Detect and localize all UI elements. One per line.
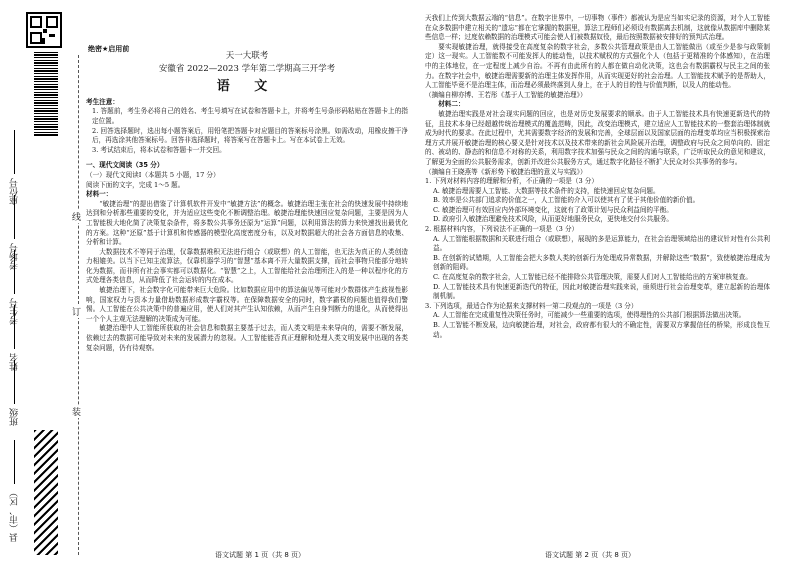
option: A. 人工智能根据数据和关联进行组合（或联想），展现的多是运算能力，在社会治理领域给出的建议针对性有公共利益。: [433, 234, 770, 253]
option: D. 人工智能技术具有快速更新迭代的特征，因此对敏捷治理实践来说，亟须进行社会治理变革，建立起新的治理体制机制。: [433, 282, 770, 301]
question-stem: 1. 下列对材料内容的理解和分析，不正确的一项是（3 分）: [425, 177, 598, 186]
footer-page-2: 语文试题 第 2 页（共 8 页）: [545, 551, 636, 559]
section-title: 一、现代文阅读（35 分）: [86, 161, 164, 170]
instruction: 阅读下面的文字，完成 1～5 题。: [86, 180, 185, 189]
question-2: [425, 225, 770, 302]
option: C. 在高度复杂的数字社会，人工智能已经不能排除公共管理决策，需要人们对人工智能给出的方案审核复查。: [433, 273, 752, 282]
secret-label: 绝密★启用前: [88, 45, 130, 53]
mark-zhuang: 装: [72, 405, 81, 418]
option: B. 效率是公共部门追求的价值之一，人工智能的介入可以使其有了优于其他价值的新价值。: [433, 196, 700, 205]
source-citation: （摘编自王晓燕等《新形势下敏捷治理的意义与实践》）: [425, 167, 587, 176]
option: B. 人工智能不断发展，边向敏捷治理，对社会，政府都有很大的不确定性，需要双方掌握信任的桥梁，形成良性互动。: [433, 321, 770, 339]
paragraph: 大数据技术不等同于治理，仅靠数据堆积无法进行组合（或联想）的人工智能，也无法为真正的人类创造力相媲美。以当下已知主流算法，仅靠机器学习的“智慧”基本离不开大量数据支撑，而社会事物只能部分地转化为数据，而非所有社会事实都可以数据化。“智慧”之上，人工智能给社会治理所注入的是一种以程序化的方式处理各类信息，从而降低了社会运转的内在成本。: [86, 247, 408, 285]
paragraph: 敏捷治理中人工智能所获取的社会信息和数据主要基于过去，而人类文明是未来导向的，需要不断发展，依赖过去的数据可能导致对未来的发展潜力的忽视。人工智能能否真正理解和处理人类文明发展中出现的各类复杂问题，仍有待观察。: [86, 324, 408, 352]
paragraph: 天我们上传到大数据云端的“信息”。在数字世界中，一切事物（事件）都被认为是应当如实记录的资源，对个人工智能在众多数据中建立相关的“遗忘”都在它掌握的数据里，算法工程师们必须设有数据离去机制，这就像从数据库中删除某些信息一样；过度依赖数据的治理模式可能会使人们被数据奴役，最后按照数据被安排好的预判式治理。: [425, 14, 770, 42]
page-2: [425, 14, 770, 340]
barcode: [34, 52, 58, 137]
notice-item: 2. 回答选择题时，选出每小题答案后，用铅笔把答题卡对应题目的答案标号涂黑。如需改动，用橡皮擦干净后，再选涂其他答案标号。回答非选择题时，将答案写在答题卡上。写在本试卷上无效。: [92, 126, 408, 145]
option: C. 敏捷治理可有效回应内外部环境变化，这就有了政策计划与民众利益间的平衡。: [433, 205, 673, 214]
option: B. 在创新的试错期，人工智能会把大多数人类的创新行为处理成异常数据，并解除这些“数据”，致使敏捷治理成为创新的阻碍。: [433, 253, 770, 272]
field-name: 姓名: [8, 305, 21, 371]
option: A. 人工智能在完成重复性决策任务时，可能减少一些重要的选项，使得理性的公共部门根据算法做出决策。: [433, 311, 746, 320]
question-stem: 3. 下列选项，最适合作为论据来支撑材料一第二段观点的一项是（3 分）: [425, 301, 638, 310]
notice-item: 3. 考试结束后，将本试卷和答题卡一并交回。: [92, 145, 226, 154]
material-2-label: 材料二：: [438, 100, 465, 109]
footer-page-1: 语文试题 第 1 页（共 8 页）: [215, 551, 306, 559]
notice-item: 1. 答题前，考生务必将自己的姓名、考生号填写在试卷和答题卡上，并将考生号条形码粘贴在答题卡上的指定位置。: [92, 107, 408, 125]
paragraph: 敏捷治理下，社会数字化可能带来巨大危险。比如数据应用中的算法偏见等可能对少数群体产生歧视性影响，国家权力与资本力量借助数据形成数字霸权等。在保障数据安全的同时，数字霸权的问题也值得我们警惕。人工智能在公共决策中的普遍应用，使人们对其产生认知依赖，从而产生自身判断力的退化，从而使得出一个个人主观无法理解的决策成为可能。: [86, 286, 408, 323]
notice-list: [86, 107, 408, 155]
source-citation: （摘编自柳亦博、王若彤《基于人工智能的敏捷治理》）: [425, 90, 587, 99]
option: A. 敏捷治理需要人工智能、大数据等技术条件的支持，能快速回应复杂问题。: [433, 186, 660, 195]
material-1-label: 材料一：: [86, 190, 113, 199]
exam-org: 天一大联考: [225, 51, 269, 61]
option: D. 政府引入敏捷治理避免技术风险，从而更好地服务民众，更快地交付公共服务。: [433, 215, 674, 224]
field-seat: 座位号: [8, 130, 21, 205]
notice-title: 考生注意：: [86, 97, 119, 106]
mark-xian: 线: [72, 210, 81, 223]
qr-code: [26, 12, 62, 48]
paragraph: 要实现敏捷治理，就得接受在高度复杂的数字社会，多数公共管理政策是由人工智能做出（或至少是参与政策制定）这一现实。人工智能数不可能发挥人的能动性，以技术赋权的方式强化个人（包括于更精准的个体感知），在治理中的主体地位，在一定程度上减少自治。不再有由此所有的人都在做自动化决策，这也会有数据霸权与民主之间的张力。在数字社会中，敏捷治理需要新的治理主体发挥作用，从而实现更好的社会治理。人工智能技术赋予的是帮助人，人工智能毕竟不是治理主体，而治理必须最终落到人身上，在于人的目的性与价值判断，以及人的能动性。: [425, 42, 770, 90]
field-exam-room: 考场号: [8, 195, 21, 270]
binding-strip: [0, 0, 70, 565]
mark-ding: 订: [72, 305, 81, 318]
subsection-title: （一）现代文阅读Ⅰ（本题共 5 小题，17 分）: [86, 170, 220, 179]
field-class: 班级: [8, 360, 21, 426]
exam-title: 安徽省 2022—2023 学年第二学期高三开学考: [158, 63, 336, 74]
question-3: [425, 302, 770, 340]
paragraph: “敏捷治理”的提出借鉴了计算机软件开发中“敏捷方法”的概念。敏捷治理主张在社会的快速发展中持续地达到和分析那些重要的变化，并为适应这些变化不断调整治理。敏捷治理能快速回应复杂问题，主要是因为人工智能极大地化简了决策复杂条件，将多数公共事务还原为“运算”问题，以利用算法的算力来快速找出最优化的方案。这种“还原”基于计算机和传感器的模型化高度密度分布，以及对数据超大的社会各方面信息的收集、分析和计算。: [86, 199, 408, 247]
question-1: [425, 177, 770, 225]
field-student-no: 考生号: [8, 250, 21, 325]
paragraph: 敏捷治理实践是对社会现实问题的回应，也是对历史发展要求的顺承。由于人工智能技术具有快速更新迭代的特征，且技术本身已经超越传统治理模式的覆盖范畴，因此，改变治理模式，建立适应人工智能技术的一整套治理体制就成为时代的要求。在此过程中，尤其需要数字经济的发展和完善，全球层面以及国家层面的治理变革均应当积极探索治理方式并展开敏捷治理的核心要义是针对技术以及技术带来的新社会风险展开治理，调整政府与民众之间单向的、固定的、被动的、静态的和信息不对称的关系，利用数字技术加强与民众之间的沟通与联系，广泛听取民众的意见和建议，了解更为全面的公共服务需求，创新并改进公共服务方式，通过数字化路径不断扩大民众对公共事务的参与。: [425, 109, 770, 166]
page-1: [86, 38, 408, 353]
subject-title: 语 文: [216, 79, 278, 95]
hatch-pattern: [34, 430, 58, 555]
question-stem: 2. 根据材料内容，下列说法不正确的一项是（3 分）: [425, 225, 579, 234]
field-county: 县（市、区）: [8, 440, 21, 542]
